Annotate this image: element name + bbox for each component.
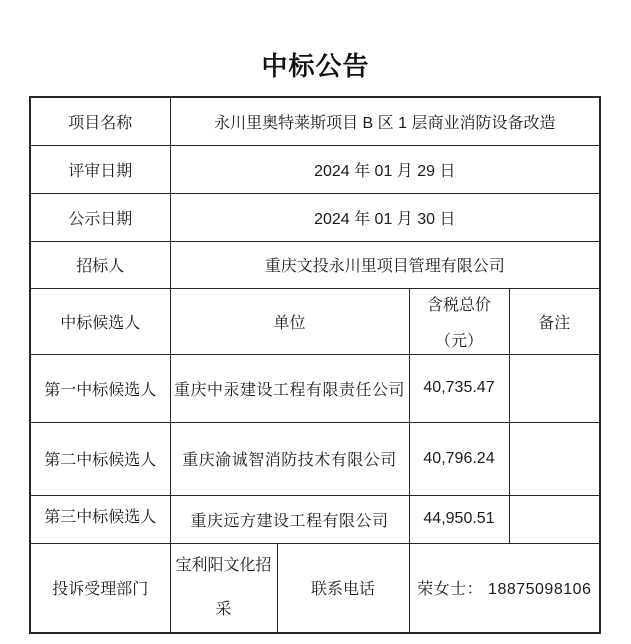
candidate-2-company: 重庆渝诚智消防技术有限公司 (170, 422, 409, 495)
candidate-1-remark (509, 354, 600, 422)
info-row-publicity-date (30, 193, 600, 241)
project-name-value: 永川里奥特莱斯项目 B 区 1 层商业消防设备改造 (170, 97, 600, 145)
review-date-value: 2024 年 01 月 29 日 (170, 145, 600, 193)
candidate-row-2 (30, 422, 600, 495)
candidate-2-remark (509, 422, 600, 495)
announcement-table (29, 96, 601, 634)
complaint-department-value: 宝利阳文化招采 (170, 543, 277, 633)
candidate-2-rank: 第二中标候选人 (30, 422, 170, 495)
candidate-3-company: 重庆远方建设工程有限公司 (170, 495, 409, 543)
candidate-1-rank: 第一中标候选人 (30, 354, 170, 422)
info-row-tenderer (30, 241, 600, 288)
info-row-project (30, 97, 600, 145)
contact-phone-value: 荣女士： 18875098106 (409, 543, 600, 633)
candidates-header-row (30, 288, 600, 354)
candidate-3-price: 44,950.51 (409, 495, 509, 543)
candidate-3-remark (509, 495, 600, 543)
page-title: 中标公告 (261, 51, 370, 81)
candidate-3-rank: 第三中标候选人 (30, 495, 170, 543)
publicity-date-value: 2024 年 01 月 30 日 (170, 193, 600, 241)
tenderer-value: 重庆文投永川里项目管理有限公司 (170, 241, 600, 288)
tenderer-label: 招标人 (30, 241, 170, 288)
candidate-2-price: 40,796.24 (409, 422, 509, 495)
publicity-date-label: 公示日期 (30, 193, 170, 241)
candidate-1-company: 重庆中汞建设工程有限责任公司 (170, 354, 409, 422)
price-column-header (409, 288, 509, 354)
price-header-line1: 含税总价 (426, 296, 491, 314)
price-header-lines (410, 292, 509, 351)
project-name-label: 项目名称 (30, 97, 170, 145)
candidate-1-price: 40,735.47 (409, 354, 509, 422)
candidate-row-3 (30, 495, 600, 543)
remark-column-header: 备注 (509, 288, 600, 354)
complaint-department-label: 投诉受理部门 (30, 543, 170, 633)
contact-phone-label: 联系电话 (277, 543, 409, 633)
candidate-row-1 (30, 354, 600, 422)
price-header-line2: （元） (434, 332, 483, 350)
complaint-row (30, 543, 600, 633)
candidate-column-header: 中标候选人 (30, 288, 170, 354)
unit-column-header: 单位 (170, 288, 409, 354)
review-date-label: 评审日期 (30, 145, 170, 193)
info-row-review-date (30, 145, 600, 193)
